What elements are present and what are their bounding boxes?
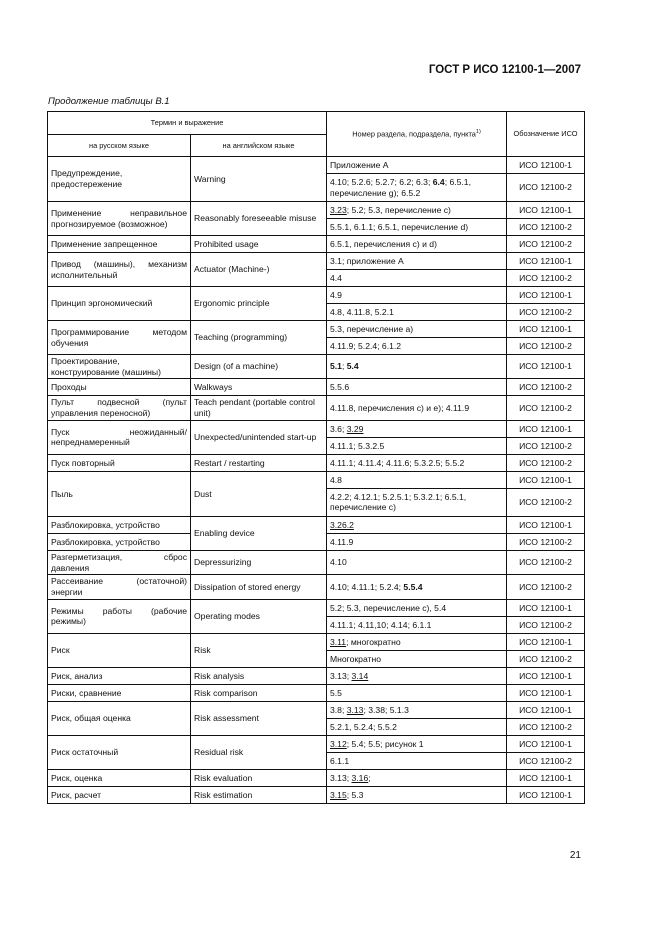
term-ru: Риск: [48, 633, 191, 667]
header-section-footnote: 1): [475, 129, 481, 136]
term-ru: Применение неправильное прогнозируемое (возможное): [48, 202, 191, 236]
section-refs: [327, 270, 507, 287]
ref-fragment: 5.2.1, 5.2.4; 5.5.2: [330, 721, 397, 732]
term-ru: Риски, сравнение: [48, 684, 191, 701]
section-refs: [327, 236, 507, 253]
section-refs: [327, 550, 507, 574]
ref-fragment: 3.13;: [330, 772, 352, 783]
ref-fragment: 3.23: [330, 204, 347, 215]
ref-fragment: 4.11.1; 4.11,10; 4.14; 6.1.1: [330, 619, 432, 630]
ref-fragment: 4.10: [330, 557, 347, 568]
ref-fragment: 4.11.8, перечисления c) и e); 4.11.9: [330, 402, 470, 413]
ref-fragment: 4.10; 5.2.6; 5.2.7; 6.2; 6.3;: [330, 176, 433, 187]
table-row: [48, 599, 585, 616]
ref-fragment: 4.10; 4.11.1; 5.2.4;: [330, 581, 404, 592]
term-en: Teach pendant (portable control unit): [191, 396, 327, 420]
iso-designation: ИСО 12100-2: [507, 575, 585, 599]
ref-fragment: 4.4: [330, 272, 342, 283]
iso-designation: ИСО 12100-2: [507, 454, 585, 471]
ref-fragment: Приложение А: [330, 159, 389, 170]
section-refs: [327, 575, 507, 599]
ref-fragment: 6.5.1, перечисления c) и d): [330, 238, 437, 249]
ref-fragment: ; 3.38; 5.1.3: [363, 704, 409, 715]
section-refs: [327, 616, 507, 633]
iso-designation: ИСО 12100-2: [507, 236, 585, 253]
ref-fragment: 4.8, 4.11.8, 5.2.1: [330, 306, 394, 317]
term-en: Prohibited usage: [191, 236, 327, 253]
section-refs: [327, 516, 507, 533]
section-refs: [327, 701, 507, 718]
iso-designation: ИСО 12100-2: [507, 488, 585, 516]
table-continuation-caption: Продолжение таблицы В.1: [48, 96, 170, 107]
term-ru: Риск, расчет: [48, 786, 191, 803]
section-refs: [327, 735, 507, 752]
document-title: ГОСТ Р ИСО 12100-1—2007: [428, 64, 581, 76]
ref-fragment: 3.11: [330, 636, 347, 647]
table-row: [48, 321, 585, 338]
section-refs: [327, 338, 507, 355]
ref-fragment: 4.2.2; 4.12.1; 5.2.5.1; 5.3.2.1; 6.5.1, перечисление c): [330, 491, 467, 513]
table-row: [48, 667, 585, 684]
section-refs: [327, 437, 507, 454]
ref-fragment: 5.5.4: [403, 581, 423, 592]
term-ru: Разгерметизация, сброс давления: [48, 550, 191, 574]
iso-designation: ИСО 12100-2: [507, 338, 585, 355]
section-refs: [327, 752, 507, 769]
section-refs: [327, 202, 507, 219]
section-refs: [327, 321, 507, 338]
ref-fragment: ; 5.4; 5.5; рисунок 1: [346, 738, 424, 749]
ref-fragment: 3.8;: [330, 704, 347, 715]
ref-fragment: 4.11.1; 4.11.4; 4.11.6; 5.3.2.5; 5.5.2: [330, 457, 465, 468]
iso-designation: ИСО 12100-1: [507, 786, 585, 803]
ref-fragment: 5.4: [346, 361, 359, 372]
header-iso: Обозначение ИСО: [507, 112, 585, 157]
term-en: Design (of a machine): [191, 355, 327, 379]
iso-designation: ИСО 12100-2: [507, 174, 585, 202]
section-refs: [327, 379, 507, 396]
iso-designation: ИСО 12100-2: [507, 304, 585, 321]
term-en: Risk evaluation: [191, 769, 327, 786]
section-refs: [327, 355, 507, 379]
header-ru: на русском языке: [48, 135, 191, 157]
term-ru: Пыль: [48, 471, 191, 516]
ref-fragment: 5.5.6: [330, 382, 350, 393]
ref-fragment: 3.13: [346, 704, 364, 715]
ref-fragment: ;: [368, 772, 371, 783]
ref-fragment: 4.8: [330, 474, 342, 485]
term-en: Operating modes: [191, 599, 327, 633]
term-en: Walkways: [191, 379, 327, 396]
iso-designation: ИСО 12100-1: [507, 253, 585, 270]
iso-designation: ИСО 12100-2: [507, 270, 585, 287]
table-row: [48, 420, 585, 437]
iso-designation: ИСО 12100-2: [507, 396, 585, 420]
ref-fragment: 4.11.9: [330, 536, 354, 547]
term-ru: Программирование методом обучения: [48, 321, 191, 355]
ref-fragment: 3.13;: [330, 670, 352, 681]
term-ru: Проходы: [48, 379, 191, 396]
iso-designation: ИСО 12100-1: [507, 516, 585, 533]
header-section-label: Номер раздела, подраздела, пункта: [352, 129, 476, 139]
section-refs: [327, 650, 507, 667]
iso-designation: ИСО 12100-1: [507, 684, 585, 701]
table-row: [48, 684, 585, 701]
section-refs: [327, 786, 507, 803]
iso-designation: ИСО 12100-1: [507, 420, 585, 437]
iso-designation: ИСО 12100-2: [507, 616, 585, 633]
iso-designation: ИСО 12100-2: [507, 437, 585, 454]
ref-fragment: 3.29: [346, 423, 364, 434]
iso-designation: ИСО 12100-2: [507, 533, 585, 550]
term-ru: Пуск неожиданный/непреднамеренный: [48, 420, 191, 454]
section-refs: [327, 396, 507, 420]
section-refs: [327, 769, 507, 786]
table-row: [48, 633, 585, 650]
table-row: [48, 471, 585, 488]
iso-designation: ИСО 12100-2: [507, 219, 585, 236]
table-row: [48, 157, 585, 174]
table-row: [48, 550, 585, 574]
ref-fragment: 3.1; приложение А: [330, 255, 404, 266]
term-ru: Риск, оценка: [48, 769, 191, 786]
term-ru: Привод (машины), механизм исполнительный: [48, 253, 191, 287]
term-en: Teaching (programming): [191, 321, 327, 355]
iso-designation: ИСО 12100-1: [507, 321, 585, 338]
term-en: Risk analysis: [191, 667, 327, 684]
term-en: Unexpected/unintended start-up: [191, 420, 327, 454]
term-en: Warning: [191, 157, 327, 202]
table-row: [48, 202, 585, 219]
table-row: [48, 575, 585, 599]
term-ru: Проектирование, конструирование (машины): [48, 355, 191, 379]
table-row: [48, 516, 585, 533]
term-en: Depressurizing: [191, 550, 327, 574]
term-en: Dust: [191, 471, 327, 516]
ref-fragment: ; 5.3: [346, 789, 364, 800]
ref-fragment: ; многократно: [346, 636, 401, 647]
term-ru: Разблокировка, устройство: [48, 516, 191, 533]
iso-designation: ИСО 12100-1: [507, 735, 585, 752]
term-ru: Риск остаточный: [48, 735, 191, 769]
section-refs: [327, 253, 507, 270]
table-row: [48, 701, 585, 718]
ref-fragment: 6.4: [432, 176, 445, 187]
iso-designation: ИСО 12100-1: [507, 287, 585, 304]
term-en: Risk: [191, 633, 327, 667]
iso-designation: ИСО 12100-1: [507, 157, 585, 174]
iso-designation: ИСО 12100-2: [507, 379, 585, 396]
ref-fragment: 3.14: [351, 670, 369, 681]
term-en: Risk assessment: [191, 701, 327, 735]
section-refs: [327, 488, 507, 516]
iso-designation: ИСО 12100-1: [507, 769, 585, 786]
ref-fragment: 5.2; 5.3, перечисление c), 5.4: [330, 602, 447, 613]
term-ru: Риск, общая оценка: [48, 701, 191, 735]
term-en: Enabling device: [191, 516, 327, 550]
term-en: Risk estimation: [191, 786, 327, 803]
header-en: на английском языке: [191, 135, 327, 157]
term-ru: Применение запрещенное: [48, 236, 191, 253]
table-row: [48, 735, 585, 752]
term-ru: Пуск повторный: [48, 454, 191, 471]
term-en: Reasonably foreseeable misuse: [191, 202, 327, 236]
iso-designation: ИСО 12100-1: [507, 667, 585, 684]
ref-fragment: 3.26.2: [330, 519, 354, 530]
term-en: Risk comparison: [191, 684, 327, 701]
section-refs: [327, 633, 507, 650]
iso-designation: ИСО 12100-2: [507, 650, 585, 667]
section-refs: [327, 287, 507, 304]
table-row: [48, 355, 585, 379]
ref-fragment: 3.15: [330, 789, 347, 800]
section-refs: [327, 454, 507, 471]
section-refs: [327, 471, 507, 488]
iso-designation: ИСО 12100-2: [507, 550, 585, 574]
term-ru: Рассеивание (остаточной) энергии: [48, 575, 191, 599]
term-en: Residual risk: [191, 735, 327, 769]
ref-fragment: 5.3, перечисление a): [330, 323, 414, 334]
section-refs: [327, 667, 507, 684]
table-row: [48, 454, 585, 471]
section-refs: [327, 420, 507, 437]
term-en: Actuator (Machine-): [191, 253, 327, 287]
table-row: [48, 786, 585, 803]
term-ru: Принцип эргономический: [48, 287, 191, 321]
term-en: Dissipation of stored energy: [191, 575, 327, 599]
table-row: [48, 379, 585, 396]
section-refs: [327, 599, 507, 616]
ref-fragment: 5.5.1, 6.1.1; 6.5.1, перечисление d): [330, 221, 469, 232]
section-refs: [327, 157, 507, 174]
term-ru: Режимы работы (рабочие режимы): [48, 599, 191, 633]
ref-fragment: ;: [341, 361, 347, 372]
table-row: [48, 287, 585, 304]
ref-fragment: 3.16: [351, 772, 369, 783]
iso-designation: ИСО 12100-1: [507, 355, 585, 379]
ref-fragment: 4.11.1; 5.3.2.5: [330, 440, 385, 451]
term-ru: Предупреждение, предостережение: [48, 157, 191, 202]
ref-fragment: ; 5.2; 5.3, перечисление c): [346, 204, 451, 215]
section-refs: [327, 684, 507, 701]
term-en: Ergonomic principle: [191, 287, 327, 321]
iso-designation: ИСО 12100-2: [507, 752, 585, 769]
ref-fragment: 4.11.9; 5.2.4; 6.1.2: [330, 340, 402, 351]
iso-designation: ИСО 12100-1: [507, 202, 585, 219]
term-ru: Пульт подвесной (пульт управления переносной): [48, 396, 191, 420]
term-en: Restart / restarting: [191, 454, 327, 471]
term-ru: Риск, анализ: [48, 667, 191, 684]
terms-table: [47, 111, 585, 804]
table-row: [48, 396, 585, 420]
ref-fragment: 6.1.1: [330, 755, 350, 766]
section-refs: [327, 219, 507, 236]
iso-designation: ИСО 12100-1: [507, 471, 585, 488]
table-row: [48, 769, 585, 786]
header-section: [327, 112, 507, 157]
iso-designation: ИСО 12100-1: [507, 633, 585, 650]
iso-designation: ИСО 12100-1: [507, 599, 585, 616]
ref-fragment: ; 6.5.1, перечисление g); 6.5.2: [330, 176, 471, 198]
header-term-group: Термин и выражение: [48, 112, 327, 135]
table-row: [48, 236, 585, 253]
iso-designation: ИСО 12100-1: [507, 701, 585, 718]
ref-fragment: 4.9: [330, 289, 342, 300]
table-row: [48, 253, 585, 270]
ref-fragment: 3.6;: [330, 423, 347, 434]
section-refs: [327, 718, 507, 735]
ref-fragment: 5.5: [330, 687, 342, 698]
term-ru: Разблокировка, устройство: [48, 533, 191, 550]
section-refs: [327, 533, 507, 550]
ref-fragment: Многократно: [330, 653, 381, 664]
ref-fragment: 5.1: [330, 361, 342, 372]
iso-designation: ИСО 12100-2: [507, 718, 585, 735]
section-refs: [327, 174, 507, 202]
section-refs: [327, 304, 507, 321]
ref-fragment: 3.12: [330, 738, 347, 749]
page-number: 21: [569, 850, 581, 861]
